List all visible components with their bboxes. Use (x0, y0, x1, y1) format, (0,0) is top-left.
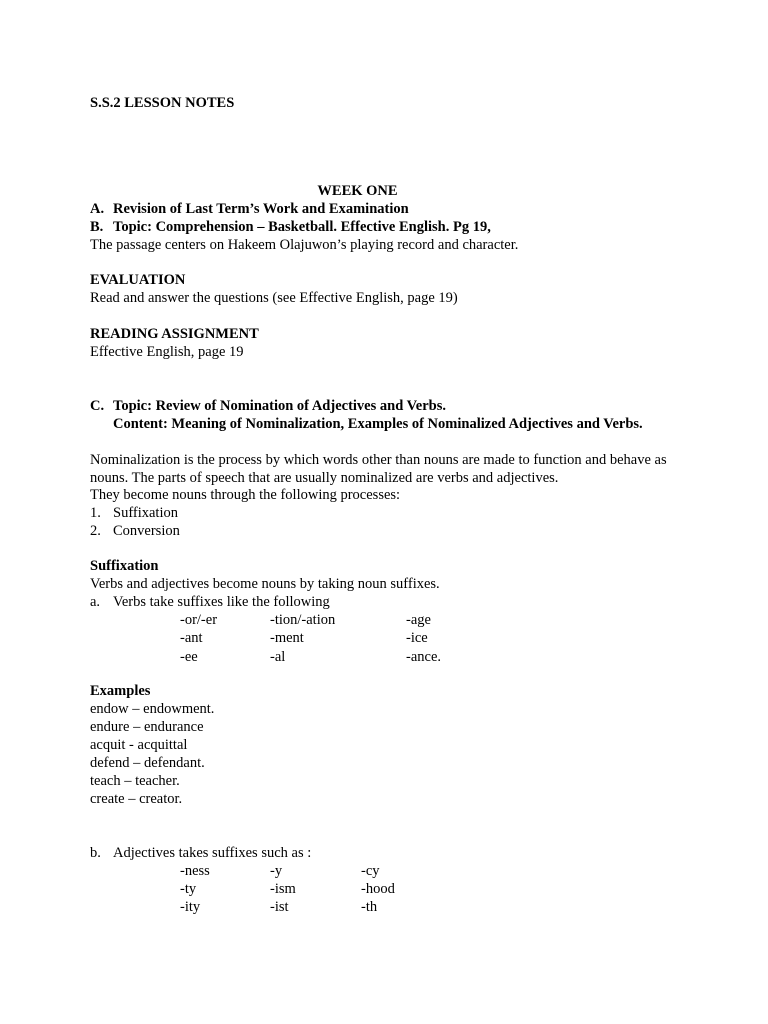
table-cell: -y (270, 863, 283, 879)
reading-assignment-heading: READING ASSIGNMENT (90, 326, 259, 342)
table-cell: -ee (180, 649, 198, 665)
item-c-topic-text: Topic: Review of Nomination of Adjectives and Verbs. (113, 398, 446, 414)
item-c-marker: C. (90, 398, 105, 414)
item-a-marker: A. (90, 201, 105, 217)
suffixation-intro: Verbs and adjectives become nouns by taking noun suffixes. (90, 576, 440, 592)
table-cell: -or/-er (180, 612, 218, 628)
example-item: teach – teacher. (90, 773, 180, 789)
table-cell: -ness (180, 863, 210, 879)
item-b (90, 218, 491, 236)
example-item: create – creator. (90, 791, 183, 807)
document-title: S.S.2 LESSON NOTES (90, 95, 235, 111)
evaluation-heading: EVALUATION (90, 272, 186, 288)
example-item: endow – endowment. (90, 701, 215, 717)
processes-intro: They become nouns through the following processes: (90, 487, 401, 503)
item-c-topic (90, 397, 446, 415)
table-cell: -ant (180, 630, 203, 646)
list-item-marker: 1. (90, 505, 101, 521)
suffixation-heading: Suffixation (90, 558, 159, 574)
list-item (90, 504, 178, 522)
adjectives-label-text: Adjectives takes suffixes such as : (113, 845, 312, 861)
item-a-text: Revision of Last Term’s Work and Examination (113, 201, 409, 217)
table-cell: -cy (361, 863, 380, 879)
adjectives-marker: b. (90, 845, 101, 861)
nominalization-paragraph: Nominalization is the process by which words other than nouns are made to function and behave as nouns. The parts of speech that are usually nominalized are verbs and adjectives. (90, 452, 667, 486)
item-b-marker: B. (90, 219, 104, 235)
evaluation-text: Read and answer the questions (see Effective English, page 19) (90, 290, 458, 306)
verbs-marker: a. (90, 594, 101, 610)
example-item: endure – endurance (90, 719, 204, 735)
table-cell: -ty (180, 881, 197, 897)
table-cell: -age (406, 612, 431, 628)
table-cell: -ment (270, 630, 304, 646)
list-item-marker: 2. (90, 523, 101, 539)
verbs-suffix-label (90, 593, 330, 611)
week-heading: WEEK ONE (317, 183, 398, 199)
table-cell: -tion/-ation (270, 612, 336, 628)
table-cell: -ist (270, 899, 289, 915)
table-cell: -al (270, 649, 286, 665)
table-cell: -ity (180, 899, 201, 915)
reading-assignment-text: Effective English, page 19 (90, 344, 244, 360)
table-cell: -ism (270, 881, 296, 897)
item-a (90, 200, 409, 218)
list-item-text: Conversion (113, 523, 180, 539)
examples-heading: Examples (90, 683, 151, 699)
example-item: acquit - acquittal (90, 737, 188, 753)
table-cell: -th (361, 899, 378, 915)
passage-line: The passage centers on Hakeem Olajuwon’s playing record and character. (90, 237, 519, 253)
example-item: defend – defendant. (90, 755, 205, 771)
item-c-content: Content: Meaning of Nominalization, Examples of Nominalized Adjectives and Verbs. (113, 416, 643, 432)
table-cell: -hood (361, 881, 395, 897)
table-cell: -ance. (406, 649, 442, 665)
list-item (90, 522, 180, 540)
list-item-text: Suffixation (113, 505, 178, 521)
item-b-text: Topic: Comprehension – Basketball. Effective English. Pg 19, (113, 219, 491, 235)
adjectives-suffix-label (90, 844, 311, 862)
verbs-label-text: Verbs take suffixes like the following (113, 594, 330, 610)
table-cell: -ice (406, 630, 428, 646)
